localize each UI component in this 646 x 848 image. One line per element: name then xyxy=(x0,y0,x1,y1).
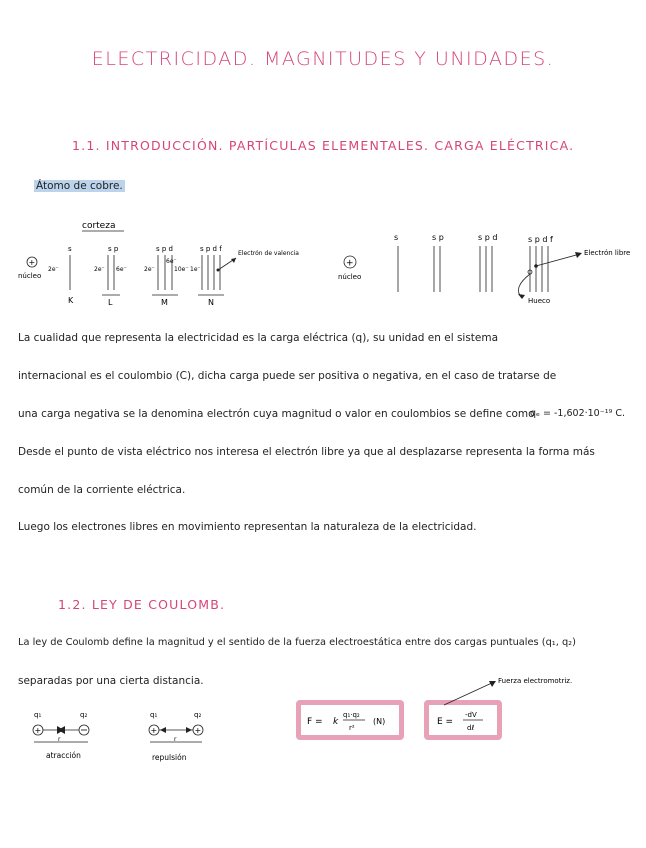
band-letters-3: s p d xyxy=(478,233,498,242)
coulomb-formula-box xyxy=(296,700,404,740)
paragraph-3: una carga negativa se la denomina electrón cuya magnitud o valor en coulombios se define como xyxy=(18,408,535,420)
free-electron-arrow xyxy=(536,254,580,266)
coulomb-k: k xyxy=(333,717,339,727)
atom-label-text: Átomo de cobre. xyxy=(36,180,123,192)
electron-count-k: 2e⁻ xyxy=(48,266,59,273)
coulomb-denominator: r² xyxy=(349,724,355,732)
orbital-letters-n: s p d f xyxy=(200,245,222,253)
coulomb-paragraph-1: La ley de Coulomb define la magnitud y el sentido de la fuerza electroestática entre dos cargas puntuales (q₁, q₂) xyxy=(18,637,576,648)
fem-annotation xyxy=(438,672,588,708)
valence-label: Electrón de valencia xyxy=(238,250,299,257)
free-electron-label: Electrón libre xyxy=(584,249,631,257)
nucleus-plus-2: + xyxy=(346,258,354,269)
repulsion-plus-1: + xyxy=(150,726,158,735)
coulomb-formula xyxy=(301,705,399,735)
electron-count-l-p: 6e⁻ xyxy=(116,266,127,273)
field-numerator: -dV xyxy=(465,711,477,719)
repulsion-arrow-left xyxy=(160,727,166,733)
nucleus-label-2: núcleo xyxy=(338,273,362,281)
section-2-heading: 1.2. LEY DE COULOMB. xyxy=(58,597,226,612)
atom-label xyxy=(34,180,125,192)
repulsion-arrow-right xyxy=(186,727,192,733)
repulsion-q2-label: q₂ xyxy=(194,711,202,719)
shell-letter-l: L xyxy=(108,298,113,307)
page-title: ELECTRICIDAD. MAGNITUDES Y UNIDADES. xyxy=(91,48,555,70)
fem-label: Fuerza electromotriz. xyxy=(498,677,573,685)
electron-charge-formula: qₑ = -1,602·10⁻¹⁹ C. xyxy=(530,408,626,419)
shell-letter-m: M xyxy=(161,298,168,307)
attraction-q1-label: q₁ xyxy=(34,711,42,719)
field-denominator: dℓ xyxy=(467,724,475,732)
electron-count-m-d: 10e⁻ xyxy=(174,266,189,273)
attraction-label: atracción xyxy=(46,751,81,760)
charges-diagram xyxy=(20,706,220,770)
band-letters-2: s p xyxy=(432,233,444,242)
electron-count-m-s: 2e⁻ xyxy=(144,266,155,273)
electron-count-l-s: 2e⁻ xyxy=(94,266,105,273)
attraction-q2-label: q₂ xyxy=(80,711,88,719)
coulomb-paragraph-2: separadas por una cierta distancia. xyxy=(18,675,204,687)
field-lhs: E = xyxy=(437,717,454,727)
section-1-heading: 1.1. INTRODUCCIÓN. PARTÍCULAS ELEMENTALES. CARGA ELÉCTRICA. xyxy=(72,138,575,153)
shell-letter-k: K xyxy=(68,296,74,305)
coulomb-unit: (N) xyxy=(373,717,386,726)
paragraph-4: Desde el punto de vista eléctrico nos interesa el electrón libre ya que al desplazarse representa la forma más xyxy=(18,446,595,458)
repulsion-r-label: r xyxy=(174,736,177,743)
attraction-plus: + xyxy=(34,726,42,735)
orbital-letters-k: s xyxy=(68,245,72,253)
band-letters-4: s p d f xyxy=(528,235,553,244)
hole-arrowhead xyxy=(518,294,525,299)
nucleus-label: núcleo xyxy=(18,272,42,280)
nucleus-plus: + xyxy=(28,258,36,267)
paragraph-2: internacional es el coulombio (C), dicha carga puede ser positiva o negativa, en el caso de tratarse de xyxy=(18,370,557,382)
coulomb-numerator: q₁·q₂ xyxy=(343,711,360,719)
shell-letter-n: N xyxy=(208,298,214,307)
paragraph-5: común de la corriente eléctrica. xyxy=(18,484,186,496)
paragraph-6: Luego los electrones libres en movimiento representan la naturaleza de la electricidad. xyxy=(18,521,477,533)
electron-count-m-p: 6e⁻ xyxy=(166,258,177,265)
free-electron-arrowhead xyxy=(575,252,582,258)
attraction-r-label: r xyxy=(58,736,61,743)
orbital-letters-m: s p d xyxy=(156,245,173,253)
orbital-letters-l: s p xyxy=(108,245,119,253)
repulsion-label: repulsión xyxy=(152,753,187,762)
paragraph-1: La cualidad que representa la electricidad es la carga eléctrica (q), su unidad en el sistema xyxy=(18,332,499,344)
field-formula xyxy=(429,705,497,735)
atom-bands-diagram xyxy=(330,228,640,314)
repulsion-plus-2: + xyxy=(194,726,202,735)
repulsion-q1-label: q₁ xyxy=(150,711,158,719)
corteza-label: corteza xyxy=(82,221,116,231)
hole-label: Hueco xyxy=(528,297,551,305)
coulomb-lhs: F = xyxy=(307,717,323,727)
electron-count-n: 1e⁻ xyxy=(190,266,201,273)
band-letters-1: s xyxy=(394,233,399,242)
atom-shell-diagram xyxy=(10,215,310,315)
fem-arrow xyxy=(444,682,494,705)
